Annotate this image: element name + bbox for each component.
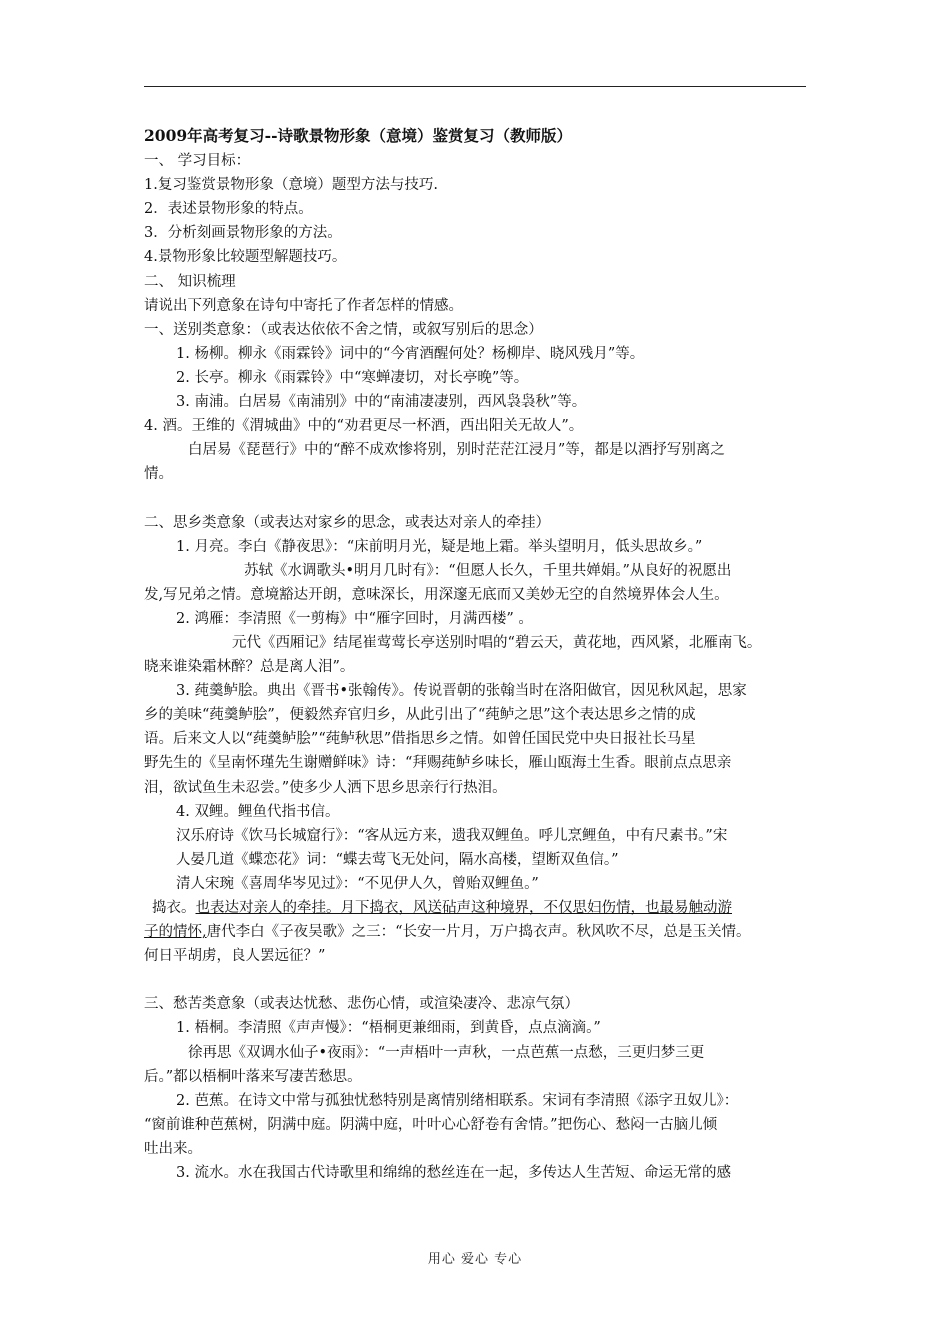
section-block-2 — [144, 968, 806, 1185]
paragraph-line: 三、愁苦类意象（或表达忧愁、悲伤心情，或渲染凄冷、悲凉气氛） — [144, 996, 579, 1013]
paragraph-line: 2．表述景物形象的特点。 — [144, 201, 313, 218]
dao-underlined-text: 也表达对亲人的牵挂。月下捣衣，风送砧声这种境界，不仅思妇伤情，也最易触动游 — [195, 900, 732, 916]
paragraph-line: 泪，欲试鱼生未忍尝。”使多少人洒下思乡思亲行行热泪。 — [144, 779, 507, 796]
paragraph-line: 二、 知识梳理 — [144, 273, 236, 290]
paragraph-line: 3．分析刻画景物形象的方法。 — [144, 225, 342, 242]
paragraph-line: 乡的美味“莼羹鲈脍”，便毅然弃官归乡，从此引出了“莼鲈之思”这个表达思乡之情的成 — [144, 707, 696, 724]
dao-prefix: 捣衣。 — [152, 900, 196, 916]
paragraph-line: 1.复习鉴赏景物形象（意境）题型方法与技巧. — [144, 177, 438, 194]
paragraph-line: 一、送别类意象：（或表达依依不舍之情，或叙写别后的思念） — [144, 321, 543, 338]
paragraph-line: 元代《西厢记》结尾崔莺莺长亭送别时唱的“碧云天，黄花地，西风紧，北雁南飞。 — [232, 634, 762, 651]
paragraph-line: 情。 — [144, 466, 173, 483]
paragraph-line: 清人宋琬《喜周华岑见过》：“不见伊人久，曾贻双鲤鱼。” — [176, 875, 539, 892]
paragraph-line: 人晏几道《蝶恋花》词：“蝶去莺飞无处问，隔水高楼，望断双鱼信。” — [176, 851, 619, 868]
paragraph-line: 后。”都以梧桐叶落来写凄苦愁思。 — [144, 1068, 362, 1085]
paragraph-line: 请说出下列意象在诗句中寄托了作者怎样的情感。 — [144, 297, 463, 314]
paragraph-line: 1. 月亮。李白《静夜思》：“床前明月光，疑是地上霜。举头望明月，低头思故乡。” — [176, 538, 703, 555]
paragraph-line: 1. 梧桐。李清照《声声慢》：“梧桐更兼细雨，到黄昏，点点滴滴。” — [176, 1020, 601, 1037]
paragraph-line: “窗前谁种芭蕉树，阴满中庭。阴满中庭，叶叶心心舒卷有舍情。”把伤心、愁闷一古脑儿倾 — [144, 1116, 718, 1133]
dao-underlined-text-2: 子的情怀, — [144, 924, 207, 941]
paragraph-line: 吐出来。 — [144, 1140, 202, 1157]
paragraph-line: 野先生的《呈南怀瑾先生谢赠鲜味》诗：“拜赐莼鲈乡味长，雁山瓯海土生香。眼前点点思亲 — [144, 755, 732, 772]
paragraph-line: 2. 芭蕉。在诗文中常与孤独忧愁特别是离情别绪相联系。宋词有李清照《添字丑奴儿》： — [176, 1092, 739, 1109]
paragraph-line-dao-2 — [144, 920, 806, 944]
dao-continuation: 唐代李白《子夜吴歌》之三：“长安一片月，万户捣衣声。秋风吹不尽，总是玉关情。 — [206, 924, 751, 941]
page-footer: 用心 爱心 专心 — [427, 1252, 523, 1267]
paragraph-line: 2. 长亭。柳永《雨霖铃》中“寒蝉凄切，对长亭晚”等。 — [176, 369, 529, 386]
paragraph-line: 4. 双鲤。鲤鱼代指书信。 — [176, 803, 340, 820]
paragraph-line: 汉乐府诗《饮马长城窟行》：“客从远方来，遗我双鲤鱼。呼儿烹鲤鱼，中有尺素书。”宋 — [176, 827, 728, 844]
paragraph-line: 1. 杨柳。柳永《雨霖铃》词中的“今宵酒醒何处？杨柳岸、晓风残月”等。 — [176, 345, 645, 362]
paragraph-line: 3. 莼羹鲈脍。典出《晋书•张翰传》。传说晋朝的张翰当时在洛阳做官，因见秋风起，思家 — [176, 683, 747, 700]
section-block-1 — [144, 149, 806, 896]
paragraph-line: 2. 鸿雁：李清照《一剪梅》中“雁字回时，月满西楼” 。 — [176, 610, 533, 627]
paragraph-line: 发,写兄弟之情。意境豁达开朗，意味深长，用深邃无底而又美妙无空的自然境界体会人生。 — [144, 586, 729, 603]
header-rule — [144, 86, 806, 87]
paragraph-line: 苏轼《水调歌头•明月几时有》：“但愿人长久，千里共婵娟。”从良好的祝愿出 — [244, 562, 732, 579]
paragraph-line: 二、思乡类意象（或表达对家乡的思念，或表达对亲人的牵挂） — [144, 514, 550, 531]
paragraph-line: 3. 流水。水在我国古代诗歌里和绵绵的愁丝连在一起，多传达人生苦短、命运无常的感 — [176, 1165, 731, 1182]
paragraph-line-dao-3: 何日平胡虏，良人罢远征？” — [144, 948, 326, 965]
paragraph-line: 4.景物形象比较题型解题技巧。 — [144, 249, 347, 266]
document-title: 2009年高考复习--诗歌景物形象（意境）鉴赏复习（教师版） — [144, 126, 573, 145]
paragraph-line: 语。后来文人以“莼羹鲈脍”“莼鲈秋思”借指思乡之情。如曾任国民党中央日报社长马星 — [144, 731, 696, 748]
paragraph-line: 3. 南浦。白居易《南浦别》中的“南浦凄凄别，西风袅袅秋”等。 — [176, 394, 587, 411]
blank-line — [144, 968, 806, 992]
paragraph-line-dao-1 — [144, 896, 806, 920]
paragraph-line: 晓来谁染霜林醉？总是离人泪”。 — [144, 659, 355, 676]
paragraph-line: 白居易《琵琶行》中的“醉不成欢惨将别，别时茫茫江浸月”等，都是以酒抒写别离之 — [188, 442, 725, 459]
document-body — [144, 124, 806, 1185]
paragraph-line: 一、 学习目标： — [144, 153, 251, 170]
paragraph-line: 徐再思《双调水仙子•夜雨》：“一声梧叶一声秋，一点芭蕉一点愁，三更归梦三更 — [188, 1044, 705, 1061]
blank-line — [144, 486, 806, 510]
paragraph-line: 4. 酒。王维的《渭城曲》中的“劝君更尽一杯酒，西出阳关无故人”。 — [144, 418, 584, 435]
